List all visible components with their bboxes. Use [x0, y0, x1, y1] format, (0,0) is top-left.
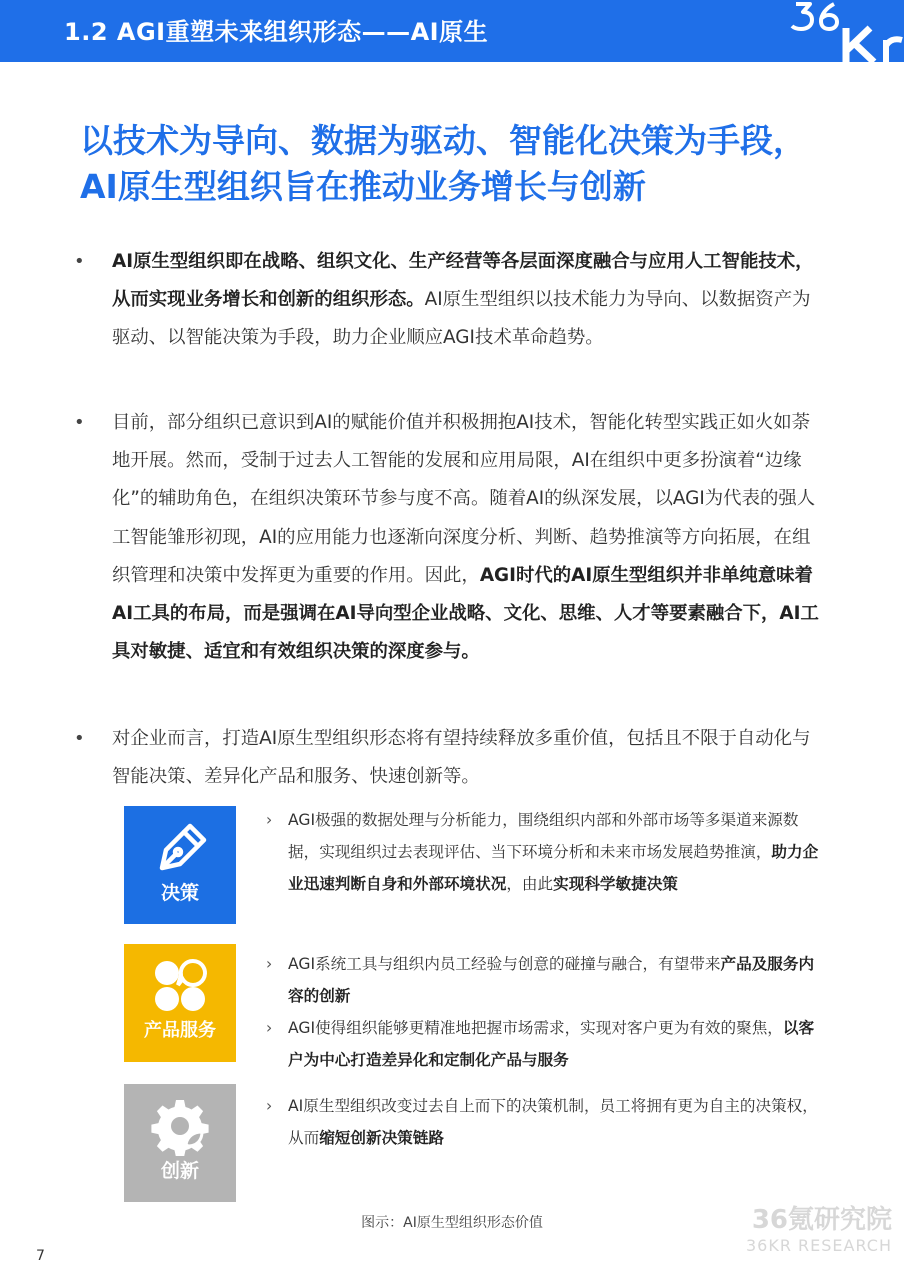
tile-label: 产品服务 [144, 1020, 216, 1041]
value-point-bold: 缩短创新决策链路 [319, 1129, 444, 1147]
innovation-description [266, 1090, 826, 1154]
value-point [266, 804, 826, 900]
tile-label: 决策 [160, 882, 199, 904]
value-tile-innovation [124, 1084, 236, 1202]
tile-label: 创新 [160, 1160, 199, 1182]
watermark-cn: 36氪研究院 [751, 1205, 892, 1235]
value-point-text: AI原生型组织改变过去自上而下的决策机制，员工将拥有更为自主的决策权，从而 [288, 1097, 818, 1147]
chevron-right-icon: › [266, 1019, 273, 1037]
clover-icon [150, 956, 210, 1016]
page-headline [80, 118, 880, 210]
bullet-plain-text: 对企业而言，打造AI原生型组织形态将有望持续释放多重价值，包括且不限于自动化与智能决策、差异化产品和服务、快速创新等。 [112, 728, 811, 788]
watermark-en: 36KR RESEARCH [745, 1236, 892, 1255]
value-point-text: AGI系统工具与组织内员工经验与创意的碰撞与融合，有望带来 [288, 955, 721, 973]
bullet-marker: • [74, 728, 85, 749]
bullet-bold-text: AGI时代的AI原生型组织并非单纯意味着AI工具的布局，而是强调在AI导向型企业战略、文化、思维、人才等要素融合下，AI工具对敏捷、适宜和有效组织决策的深度参与。 [112, 564, 819, 663]
bullet-plain-text: 目前，部分组织已意识到AI的赋能价值并积极拥抱AI技术，智能化转型实践正如火如荼地开展。然而，受制于过去人工智能的发展和应用局限，AI在组织中更多扮演着“边缘化”的辅助角色，在组织决策环节参与度不高。随着AI的纵深发展，以AGI为代表的强人工智能雏形初现，AI的应用能力也逐渐向深度分析、判断、趋势推演等方向拓展，在组织管理和决策中发挥更为重要的作用。因此， [112, 412, 816, 586]
section-title: 1.2 AGI重塑未来组织形态——AI原生 [64, 18, 489, 46]
bullet-plain-text: AI原生型组织以技术能力为导向、以数据资产为驱动、以智能决策为手段，助力企业顺应AGI技术革命趋势。 [112, 289, 811, 349]
header-bar [0, 0, 904, 62]
value-tile-product-service [124, 944, 236, 1062]
figure-caption: 图示：AI原生型组织形态价值 [361, 1215, 543, 1231]
bullet-text [112, 404, 822, 671]
value-point [266, 1012, 826, 1076]
bullet-marker: • [74, 412, 85, 433]
value-point-text: AGI使得组织能够更精准地把握市场需求，实现对客户更为有效的聚焦， [288, 1019, 783, 1037]
bullet-bold-text: AI原生型组织即在战略、组织文化、生产经营等各层面深度融合与应用人工智能技术，从而实现业务增长和创新的组织形态。 [112, 251, 814, 311]
bullet-text [112, 243, 822, 358]
pen-nib-icon [150, 818, 210, 878]
chevron-right-icon: › [266, 1097, 273, 1115]
chevron-right-icon: › [266, 811, 273, 829]
gear-leaf-icon [150, 1096, 210, 1156]
product-service-description [266, 948, 826, 1076]
value-point-text: ，由此 [506, 875, 554, 893]
value-point-bold: 实现科学敏捷决策 [553, 875, 678, 893]
value-point-bold: 产品及服务内容的创新 [288, 955, 815, 1005]
value-tile-decision [124, 806, 236, 924]
value-point [266, 1090, 826, 1154]
bullet-text [112, 720, 822, 796]
value-point-text: AGI极强的数据处理与分析能力，围绕组织内部和外部市场等多渠道来源数据，实现组织过去表现评估、当下环境分析和未来市场发展趋势推演， [288, 811, 799, 861]
value-point-bold: 以客户为中心打造差异化和定制化产品与服务 [288, 1019, 815, 1069]
36kr-logo [790, 0, 904, 62]
headline-line-2: AI原生型组织旨在推动业务增长与创新 [80, 167, 646, 206]
value-point-bold: 助力企业迅速判断自身和外部环境状况 [288, 843, 819, 893]
chevron-right-icon: › [266, 955, 273, 973]
bullet-marker: • [74, 251, 85, 272]
headline-line-1: 以技术为导向、数据为驱动、智能化决策为手段， [80, 121, 806, 160]
value-point [266, 948, 826, 1012]
watermark [722, 1204, 892, 1256]
decision-description [266, 804, 826, 900]
page-number: 7 [36, 1248, 45, 1264]
